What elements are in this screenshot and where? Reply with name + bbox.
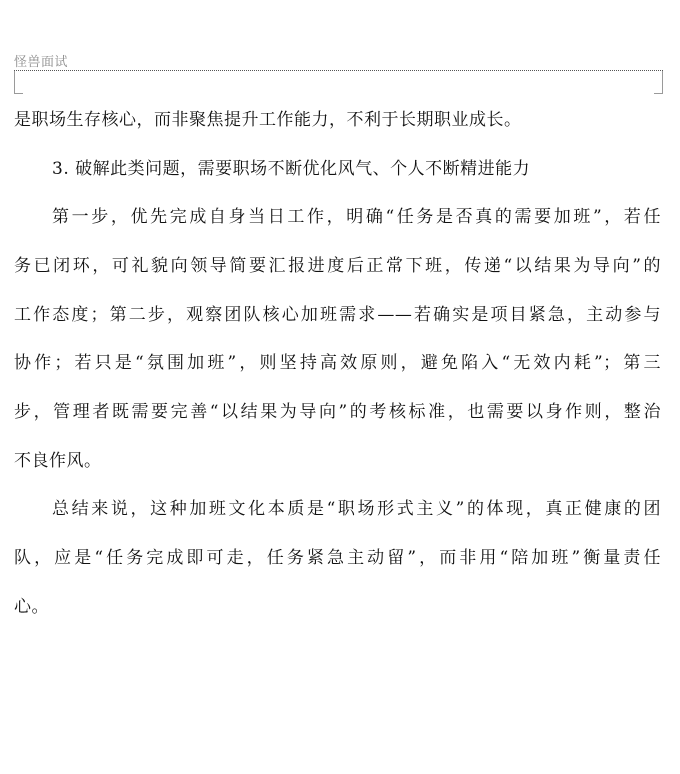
document-header-title: 怪兽面试 <box>14 55 69 70</box>
text-line: 心。 <box>14 597 49 617</box>
text-line: 队，应是“任务完成即可走，任务紧急主动留”，而非用“陪加班”衡量责任 <box>14 548 661 568</box>
text-line: 协作；若只是“氛围加班”，则坚持高效原则，避免陷入“无效内耗”；第三 <box>14 353 661 373</box>
section-heading-3: 3. 破解此类问题，需要职场不断优化风气、个人不断精进能力 <box>52 159 531 179</box>
left-margin-corner-mark <box>14 71 23 94</box>
text-line: 第一步，优先完成自身当日工作，明确“任务是否真的需要加班”，若任 <box>52 207 661 227</box>
text-line: 务已闭环，可礼貌向领导简要汇报进度后正常下班，传递“以结果为导向”的 <box>14 256 661 276</box>
text-line: 不良作风。 <box>14 451 102 471</box>
text-line: 工作态度；第二步，观察团队核心加班需求——若确实是项目紧急，主动参与 <box>14 305 661 325</box>
text-line: 步，管理者既需要完善“以结果为导向”的考核标准，也需要以身作则，整治 <box>14 402 661 422</box>
text-line: 是职场生存核心，而非聚焦提升工作能力，不利于长期职业成长。 <box>14 110 522 130</box>
right-margin-corner-mark <box>654 71 663 94</box>
text-line: 总结来说，这种加班文化本质是“职场形式主义”的体现，真正健康的团 <box>52 499 661 519</box>
header-divider <box>14 70 663 71</box>
